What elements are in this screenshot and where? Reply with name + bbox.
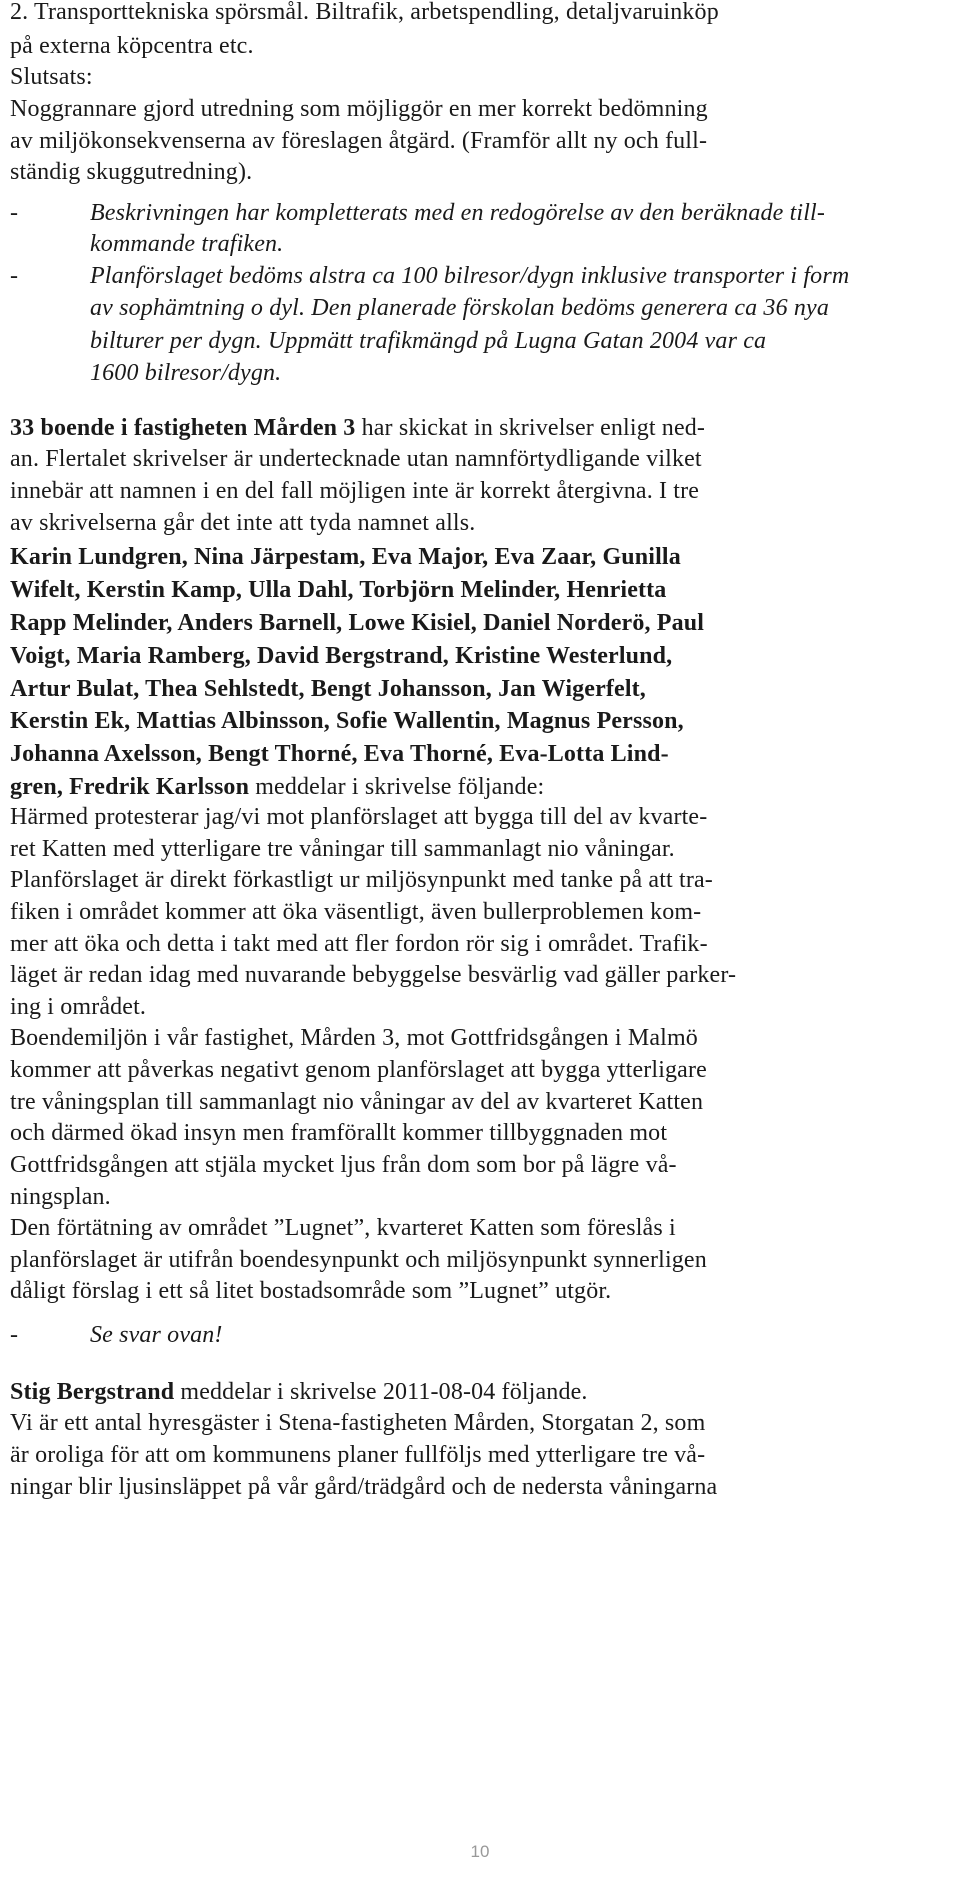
- text-line: Den förtätning av området ”Lugnet”, kvarteret Katten som föreslås i: [10, 1215, 676, 1241]
- text-line: tre våningsplan till sammanlagt nio våningar av del av kvarteret Katten: [10, 1089, 704, 1115]
- text-line: [10, 772, 544, 802]
- text-line: ständig skuggutredning).: [10, 159, 253, 185]
- text-line: kommer att påverkas negativt genom planförslaget att bygga ytterligare: [10, 1057, 707, 1083]
- text-line: mer att öka och detta i takt med att fler fordon rör sig i området. Trafik-: [10, 931, 708, 957]
- sender-names: Voigt, Maria Ramberg, David Bergstrand, Kristine Westerlund,: [10, 643, 673, 669]
- heading-transport-questions: 2. Transporttekniska spörsmål. Biltrafik, arbetspendling, detaljvaruinköp: [10, 0, 719, 25]
- text-span: meddelar i skrivelse 2011-08-04 följande.: [174, 1379, 588, 1405]
- sender-name: Stig Bergstrand: [10, 1379, 175, 1405]
- text-line: Noggrannare gjord utredning som möjliggör en mer korrekt bedömning: [10, 96, 708, 122]
- text-line: innebär att namnen i en del fall möjligen inte är korrekt återgivna. I tre: [10, 478, 700, 504]
- text-line: Vi är ett antal hyresgäster i Stena-fastigheten Mården, Storgatan 2, som: [10, 1410, 706, 1436]
- sender-names: Johanna Axelsson, Bengt Thorné, Eva Thorné, Eva-Lotta Lind-: [10, 741, 669, 767]
- text-line: ing i området.: [10, 994, 147, 1020]
- text-line: är oroliga för att om kommunens planer fullföljs med ytterligare tre vå-: [10, 1442, 706, 1468]
- text-line: av miljökonsekvenserna av föreslagen åtgärd. (Framför allt ny och full-: [10, 128, 708, 154]
- text-line: läget är redan idag med nuvarande bebyggelse besvärlig vad gäller parker-: [10, 962, 737, 988]
- response-line: kommande trafiken.: [90, 231, 284, 257]
- text-line: av skrivelserna går det inte att tyda namnet alls.: [10, 510, 476, 536]
- text-line: [10, 413, 705, 443]
- response-line: 1600 bilresor/dygn.: [90, 360, 282, 386]
- text-line: Boendemiljön i vår fastighet, Mården 3, mot Gottfridsgången i Malmö: [10, 1025, 698, 1051]
- response-line: Se svar ovan!: [90, 1322, 223, 1348]
- sender-names: gren, Fredrik Karlsson: [10, 774, 250, 800]
- response-line: Planförslaget bedöms alstra ca 100 bilresor/dygn inklusive transporter i form: [90, 263, 850, 289]
- text-line: Planförslaget är direkt förkastligt ur miljösynpunkt med tanke på att tra-: [10, 867, 713, 893]
- list-dash: -: [10, 1322, 18, 1348]
- sender-names: 33 boende i fastigheten Mården 3: [10, 415, 356, 441]
- sender-names: Wifelt, Kerstin Kamp, Ulla Dahl, Torbjörn Melinder, Henrietta: [10, 577, 667, 603]
- sender-names: Artur Bulat, Thea Sehlstedt, Bengt Johansson, Jan Wigerfelt,: [10, 676, 646, 702]
- text-line: ningsplan.: [10, 1184, 111, 1210]
- text-line: ningar blir ljusinsläppet på vår gård/trädgård och de nedersta våningarna: [10, 1474, 718, 1500]
- conclusion-label: Slutsats:: [10, 64, 93, 90]
- list-dash: -: [10, 200, 18, 226]
- sender-names: Karin Lundgren, Nina Järpestam, Eva Major, Eva Zaar, Gunilla: [10, 544, 681, 570]
- text-span: meddelar i skrivelse följande:: [249, 774, 545, 800]
- text-line: [10, 1377, 588, 1407]
- text-line: fiken i området kommer att öka väsentligt, även bullerproblemen kom-: [10, 899, 702, 925]
- text-line: ret Katten med ytterligare tre våningar till sammanlagt nio våningar.: [10, 836, 675, 862]
- text-span: har skickat in skrivelser enligt ned-: [355, 415, 706, 441]
- response-line: bilturer per dygn. Uppmätt trafikmängd på Lugna Gatan 2004 var ca: [90, 328, 767, 354]
- text-line: planförslaget är utifrån boendesynpunkt och miljösynpunkt synnerligen: [10, 1247, 707, 1273]
- response-line: Beskrivningen har kompletterats med en redogörelse av den beräknade till-: [90, 200, 825, 226]
- response-line: av sophämtning o dyl. Den planerade förskolan bedöms generera ca 36 nya: [90, 295, 829, 321]
- text-line: dåligt förslag i ett så litet bostadsområde som ”Lugnet” utgör.: [10, 1278, 612, 1304]
- text-line: Gottfridsgången att stjäla mycket ljus från dom som bor på lägre vå-: [10, 1152, 677, 1178]
- list-dash: -: [10, 263, 18, 289]
- text-line: på externa köpcentra etc.: [10, 33, 254, 59]
- text-line: och därmed ökad insyn men framförallt kommer tillbyggnaden mot: [10, 1120, 668, 1146]
- sender-names: Kerstin Ek, Mattias Albinsson, Sofie Wallentin, Magnus Persson,: [10, 708, 684, 734]
- text-line: Härmed protesterar jag/vi mot planförslaget att bygga till del av kvarte-: [10, 804, 708, 830]
- sender-names: Rapp Melinder, Anders Barnell, Lowe Kisiel, Daniel Norderö, Paul: [10, 610, 705, 636]
- page-number: 10: [470, 1842, 490, 1861]
- text-line: an. Flertalet skrivelser är undertecknade utan namnförtydligande vilket: [10, 446, 702, 472]
